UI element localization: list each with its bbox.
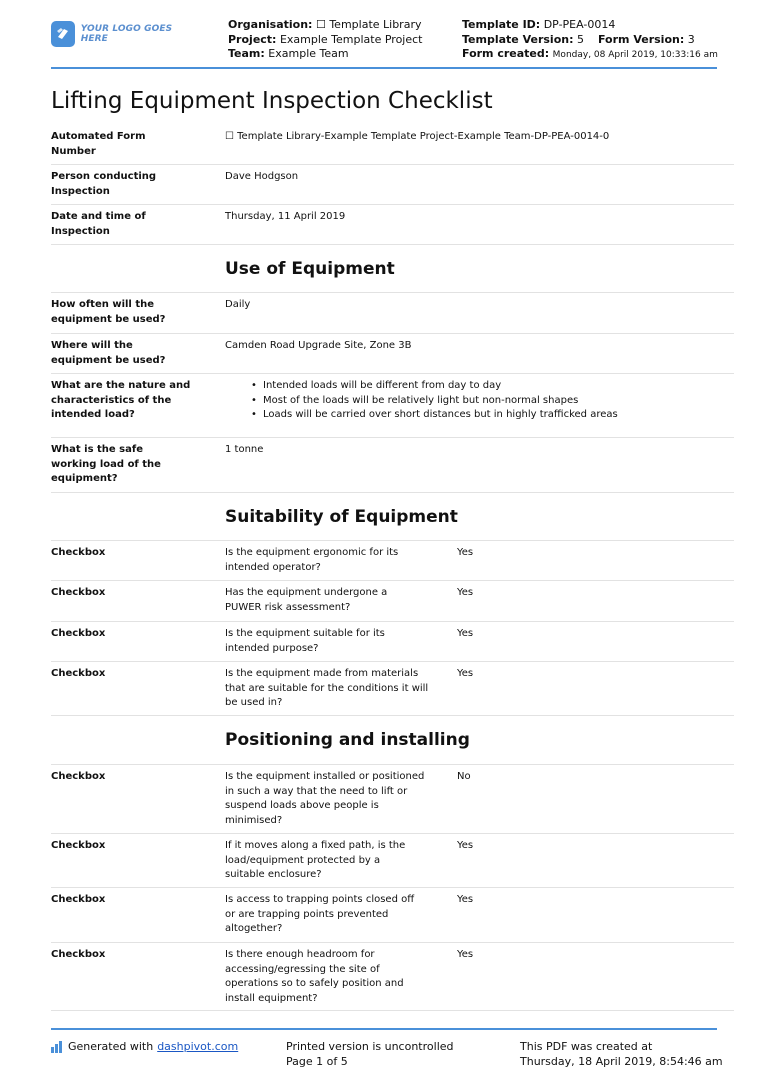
section-positioning: [51, 716, 734, 765]
answer-value: Camden Road Upgrade Site, Zone 3B: [225, 340, 412, 351]
checkbox-question: If it moves along a fixed path, is the load/equipment protected by a suitable enclosure?: [225, 840, 406, 880]
section-use-of-equipment: [51, 245, 734, 293]
footer-generated: [51, 1040, 238, 1055]
detail-label: Automated Form Number: [51, 131, 146, 157]
checkbox-label: Checkbox: [51, 587, 106, 598]
checkbox-question: Is access to trapping points closed off or are trapping points prevented altogether?: [225, 894, 415, 934]
checkbox-row: [51, 765, 734, 834]
team-label: Team:: [228, 47, 265, 60]
checkbox-row: [51, 888, 734, 943]
footer-pdf-info: [520, 1040, 723, 1069]
logo-text: YOUR LOGO GOES HERE: [80, 24, 173, 44]
section-heading: Positioning and installing: [225, 730, 470, 750]
question-row: [51, 374, 734, 438]
dashpivot-link[interactable]: dashpivot.com: [157, 1040, 239, 1053]
checkbox-question: Is the equipment installed or positioned in such a way that the need to lift or suspend loads above people is minimised?: [225, 771, 425, 826]
header-template-info: [462, 18, 718, 63]
template-version-label: Template Version:: [462, 32, 574, 46]
header-project-info: [228, 18, 423, 62]
checkbox-answer: Yes: [457, 840, 474, 851]
organisation-value: ☐ Template Library: [315, 18, 422, 31]
page-number: Page 1 of 5: [286, 1054, 348, 1068]
inspection-form: [51, 128, 734, 1011]
answer-value: Daily: [225, 299, 251, 310]
checkbox-label: Checkbox: [51, 547, 106, 558]
answer-list: [225, 379, 685, 423]
template-id-label: Template ID:: [462, 18, 541, 31]
pdf-created-text: This PDF was created at: [520, 1040, 653, 1053]
question-row: [51, 293, 734, 334]
project-label: Project:: [228, 32, 277, 46]
detail-value: ☐ Template Library-Example Template Project-Example Team-DP-PEA-0014-0: [225, 131, 610, 142]
checkbox-answer: Yes: [457, 894, 474, 905]
checkbox-label: Checkbox: [51, 894, 106, 905]
logo-icon: [51, 21, 75, 47]
checkbox-question: Is there enough headroom for accessing/egressing the site of operations so to safely position and install equipment?: [225, 949, 404, 1004]
checkbox-row: [51, 834, 734, 888]
question-label: Where will the equipment be used?: [51, 340, 166, 366]
checkbox-answer: Yes: [457, 668, 474, 679]
organisation-label: Organisation:: [228, 18, 313, 31]
company-logo: [51, 19, 201, 49]
checkbox-row: [51, 662, 734, 716]
checkbox-answer: No: [457, 771, 471, 782]
section-heading: Suitability of Equipment: [225, 507, 458, 527]
detail-label: Person conducting Inspection: [51, 171, 157, 197]
checkbox-answer: Yes: [457, 587, 474, 598]
question-row: [51, 334, 734, 374]
detail-row: [51, 205, 734, 245]
footer-divider: [51, 1028, 717, 1030]
section-heading: Use of Equipment: [225, 259, 395, 279]
detail-row: [51, 128, 734, 165]
checkbox-label: Checkbox: [51, 949, 106, 960]
checkbox-row: [51, 943, 734, 1011]
team-value: Example Team: [268, 47, 349, 60]
checkbox-row: [51, 622, 734, 662]
list-item: • Most of the loads will be relatively light but non-normal shapes: [225, 394, 685, 409]
checkbox-question: Is the equipment suitable for its intended purpose?: [225, 628, 385, 654]
list-item: • Intended loads will be different from day to day: [225, 379, 685, 394]
printed-version-text: Printed version is uncontrolled: [286, 1040, 454, 1053]
page-title: Lifting Equipment Inspection Checklist: [51, 88, 493, 114]
form-created-label: Form created:: [462, 47, 550, 60]
form-version-value: 3: [687, 32, 695, 46]
generated-with-text: Generated with: [68, 1040, 154, 1053]
checkbox-row: [51, 581, 734, 622]
detail-label: Date and time of Inspection: [51, 211, 146, 237]
question-row: [51, 438, 734, 493]
checkbox-question: Has the equipment undergone a PUWER risk assessment?: [225, 587, 388, 613]
footer-page-info: [286, 1040, 454, 1069]
dashpivot-icon: [51, 1041, 62, 1053]
detail-value: Thursday, 11 April 2019: [225, 211, 346, 222]
checkbox-answer: Yes: [457, 547, 474, 558]
checkbox-answer: Yes: [457, 628, 474, 639]
page-header: [0, 0, 768, 70]
checkbox-label: Checkbox: [51, 668, 106, 679]
detail-value: Dave Hodgson: [225, 171, 299, 182]
pdf-created-date: Thursday, 18 April 2019, 8:54:46 am: [520, 1054, 723, 1068]
detail-row: [51, 165, 734, 205]
question-label: How often will the equipment be used?: [51, 299, 166, 325]
checkbox-question: Is the equipment ergonomic for its intended operator?: [225, 547, 399, 573]
question-label: What is the safe working load of the equipment?: [51, 444, 161, 484]
section-suitability: [51, 493, 734, 541]
answer-value: 1 tonne: [225, 444, 264, 455]
checkbox-question: Is the equipment made from materials that are suitable for the conditions it will be used in?: [225, 668, 429, 708]
project-value: Example Template Project: [279, 32, 423, 46]
list-item: • Loads will be carried over short distances but in highly trafficked areas: [225, 408, 685, 423]
checkbox-answer: Yes: [457, 949, 474, 960]
template-id-value: DP-PEA-0014: [543, 18, 616, 31]
checkbox-row: [51, 541, 734, 581]
form-created-value: Monday, 08 April 2019, 10:33:16 am: [552, 50, 718, 60]
checkbox-label: Checkbox: [51, 840, 106, 851]
header-divider: [51, 67, 717, 69]
checkbox-label: Checkbox: [51, 771, 106, 782]
checkbox-label: Checkbox: [51, 628, 106, 639]
template-version-value: 5: [576, 32, 584, 46]
question-label: What are the nature and characteristics of the intended load?: [51, 380, 191, 420]
form-version-label: Form Version:: [597, 32, 685, 46]
